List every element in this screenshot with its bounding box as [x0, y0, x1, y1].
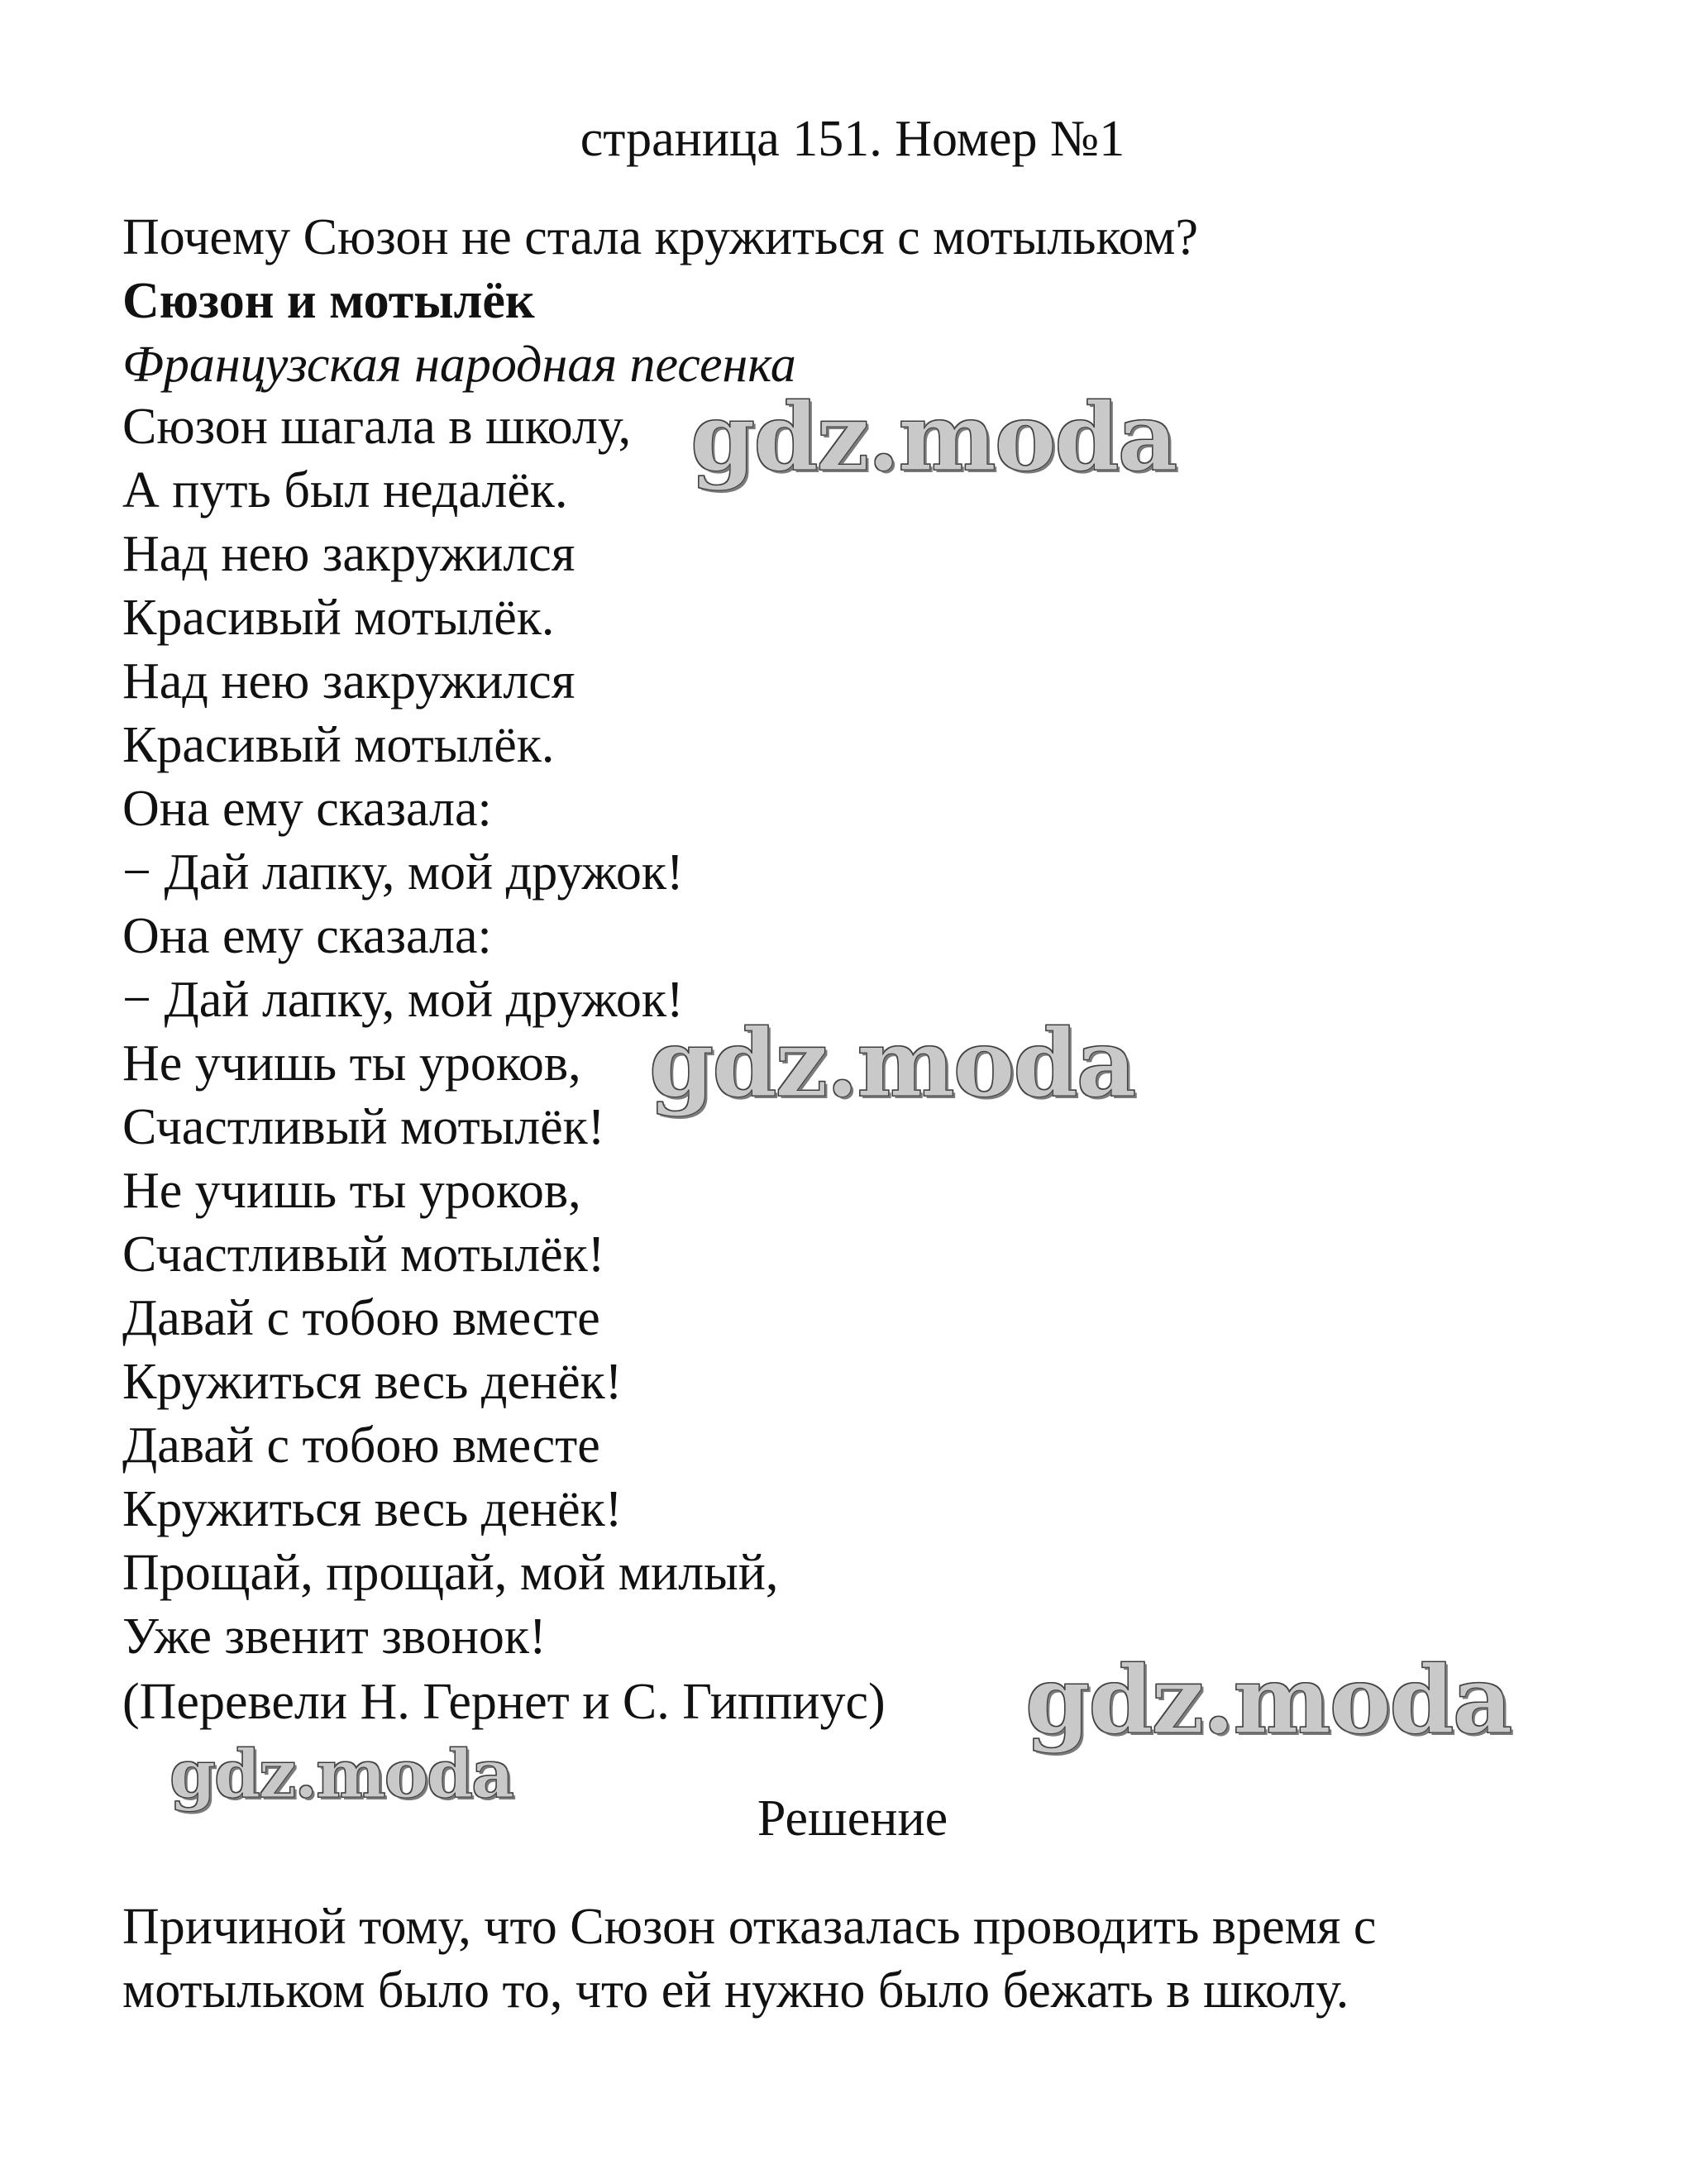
solution-heading: Решение [757, 1790, 948, 1847]
poem-line: Не учишь ты уроков, [122, 1163, 581, 1219]
poem-line: Над нею закружился [122, 653, 575, 710]
poem-line: Красивый мотылёк. [122, 717, 555, 773]
answer-text [122, 1895, 1594, 2023]
poem-line: Она ему сказала: [122, 781, 492, 837]
answer-line: Причиной тому, что Сюзон отказалась проводить время с [122, 1899, 1377, 1955]
poem-title: Сюзон и мотылёк [122, 273, 535, 329]
watermark: gdz.moda [649, 1010, 1135, 1118]
poem-line: Кружиться весь денёк! [122, 1481, 623, 1537]
page-header: страница 151. Номер №1 [580, 111, 1125, 167]
poem-line: Кружиться весь денёк! [122, 1354, 623, 1410]
poem-line: − Дай лапку, мой дружок! [122, 972, 684, 1028]
poem-line: Давай с тобою вместе [122, 1290, 600, 1346]
watermark: gdz.moda [690, 384, 1177, 492]
answer-line: мотыльком было то, что ей нужно было бежать в школу. [122, 1962, 1349, 2019]
poem-line: Она ему сказала: [122, 908, 492, 964]
poem-line: Давай с тобою вместе [122, 1417, 600, 1474]
poem-subtitle: Французская народная песенка [122, 337, 796, 393]
poem-line: Уже звенит звонок! [122, 1608, 547, 1665]
poem-line: Сюзон шагала в школу, [122, 399, 632, 455]
poem-line: Красивый мотылёк. [122, 590, 555, 646]
translation-credit: (Перевели Н. Гернет и С. Гиппиус) [122, 1674, 886, 1730]
poem-line: Прощай, прощай, мой милый, [122, 1545, 779, 1601]
poem-line: А путь был недалёк. [122, 462, 568, 519]
watermark: gdz.moda [1025, 1646, 1512, 1755]
poem-line: − Дай лапку, мой дружок! [122, 844, 684, 901]
watermark: gdz.moda [170, 1735, 513, 1813]
poem-line: Счастливый мотылёк! [122, 1099, 605, 1155]
poem-line: Не учишь ты уроков, [122, 1035, 581, 1092]
question-text: Почему Сюзон не стала кружиться с мотыльком? [122, 209, 1199, 265]
poem-line: Над нею закружился [122, 526, 575, 582]
poem-line: Счастливый мотылёк! [122, 1226, 605, 1283]
